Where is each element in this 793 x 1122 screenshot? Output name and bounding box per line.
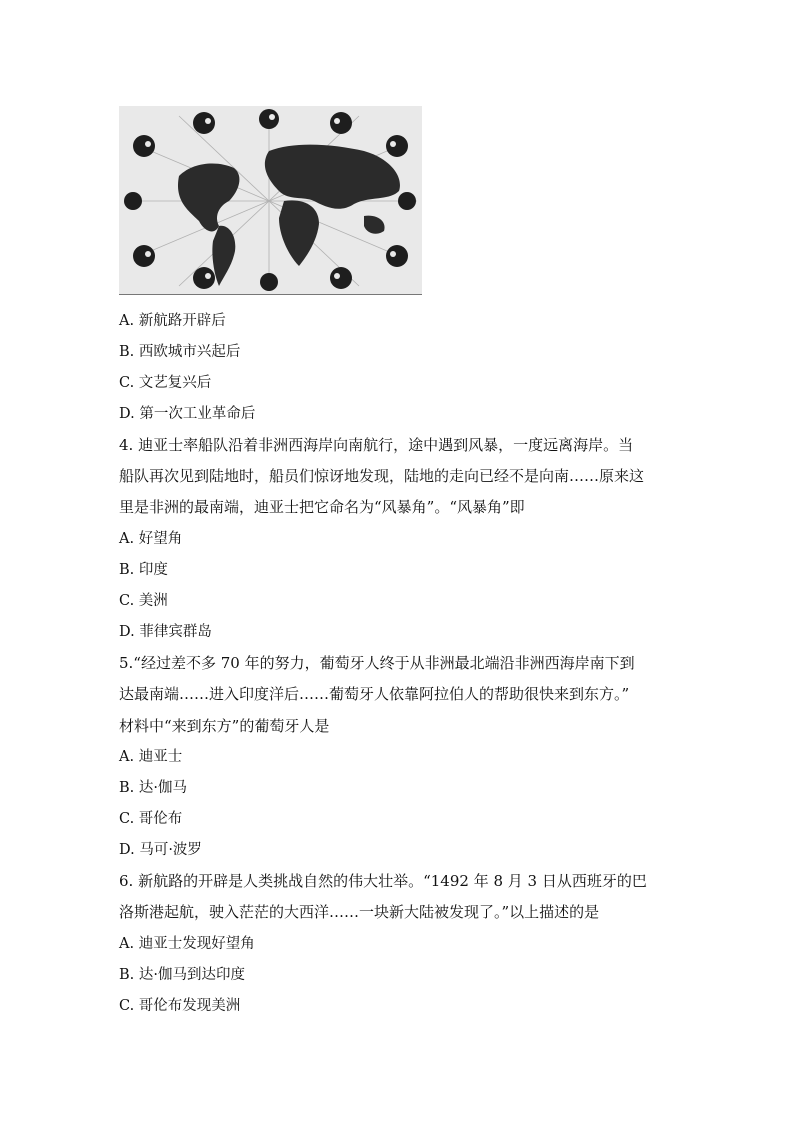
q5-option-c: C. 哥伦布 [119,811,183,827]
q3-option-b: B. 西欧城市兴起后 [119,344,241,360]
q5-stem-line-1: 5.“经过差不多 70 年的努力，葡萄牙人终于从非洲最北端沿非洲西海岸南下到 [119,654,635,672]
q6-option-b: B. 达·伽马到达印度 [119,967,245,983]
q4-stem-line-2: 船队再次见到陆地时，船员们惊讶地发现，陆地的走向已经不是向南……原来这 [119,467,645,485]
q5-stem-line-3: 材料中“来到东方”的葡萄牙人是 [119,717,330,735]
q6-stem-line-2: 洛斯港起航，驶入茫茫的大西洋……一块新大陆被发现了。”以上描述的是 [119,903,600,921]
q4-option-a: A. 好望角 [119,531,183,547]
q5-stem-line-2: 达最南端……进入印度洋后……葡萄牙人依靠阿拉伯人的帮助很快来到东方。” [119,685,630,703]
q6-stem-line-1: 6. 新航路的开辟是人类挑战自然的伟大壮举。“1492 年 8 月 3 日从西班牙的巴 [119,872,647,890]
q4-option-c: C. 美洲 [119,593,168,609]
q5-option-d: D. 马可·波罗 [119,842,202,858]
q5-option-b: B. 达·伽马 [119,780,187,796]
world-map-image [119,106,422,295]
q4-stem-line-1: 4. 迪亚士率船队沿着非洲西海岸向南航行，途中遇到风暴，一度远离海岸。当 [119,436,634,454]
q5-option-a: A. 迪亚士 [119,749,183,765]
q3-option-d: D. 第一次工业革命后 [119,406,256,422]
q3-option-a: A. 新航路开辟后 [119,313,226,329]
q6-option-a: A. 迪亚士发现好望角 [119,936,255,952]
q4-option-d: D. 菲律宾群岛 [119,624,212,640]
q6-option-c: C. 哥伦布发现美洲 [119,998,241,1014]
q4-option-b: B. 印度 [119,562,168,578]
q3-option-c: C. 文艺复兴后 [119,375,212,391]
q4-stem-line-3: 里是非洲的最南端，迪亚士把它命名为“风暴角”。“风暴角”即 [119,498,525,516]
